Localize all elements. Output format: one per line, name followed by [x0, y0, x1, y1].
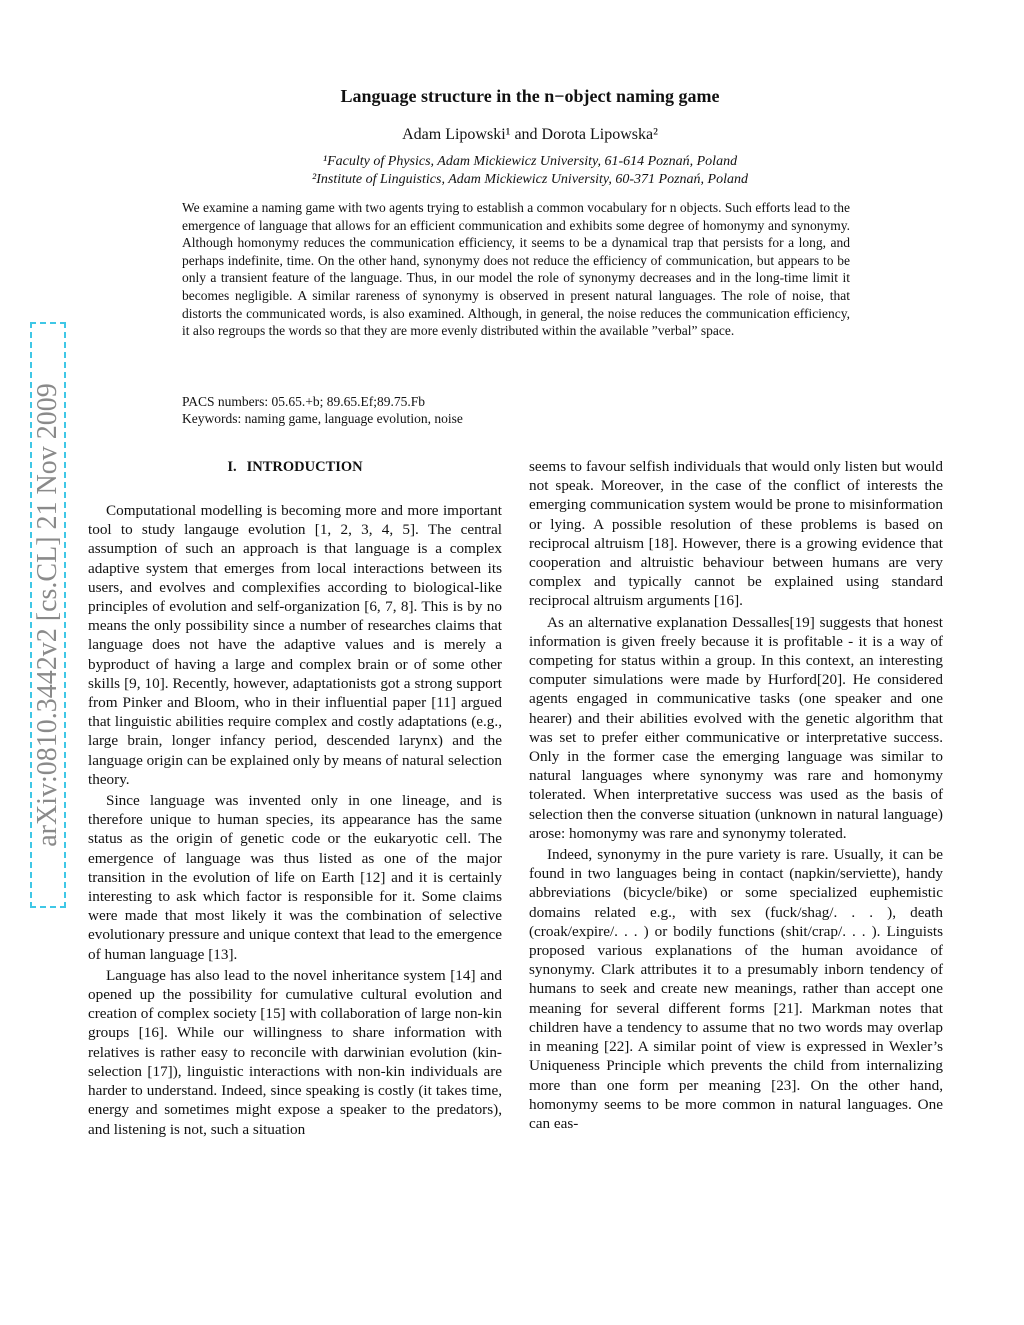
section-number: I.	[227, 459, 237, 475]
keywords: Keywords: naming game, language evolution, noise	[182, 411, 463, 426]
paragraph: Indeed, synonymy in the pure variety is rare. Usually, it can be found in two languages being in contact (napkin/serviette), handy abbreviations (bicycle/bike) or some specialized euphemistic domains related e.g., with sex (fuck/shag/. . . ), death (croak/expire/. . . ) or bodily functions (shit/crap/. . . ). Linguists proposed various explanations of the human avoidance of synonymy. Clark attributes it to a presumably inborn tendency of humans to seek and create new meanings, rather than accept one meaning for several different forms [21]. Markman notes that children have a tendency to assume that no two words may overlap in meaning [22]. A similar point of view is expressed in Wexler’s Uniqueness Principle which prevents the child from internalizing more than one form per meaning [23]. On the other hand, homonymy seems to be more common in natural languages. One can eas-	[529, 846, 943, 1132]
affiliation-2: ²Institute of Linguistics, Adam Mickiewicz University, 60-371 Poznań, Poland	[312, 172, 748, 187]
paragraph: Since language was invented only in one lineage, and is therefore unique to human species, its appearance has the same status as the origin of genetic code or the eukaryotic cell. The emergence of language was thus listed as one of the major transition in the evolution of life on Earth [12] and it is certainly interesting to ask which factor is responsible for it. Some claims were made that most likely it was the combination of selective evolutionary pressure and unique context that lead to the emergence of human language [13].	[88, 792, 502, 963]
section-heading	[88, 457, 502, 477]
paragraph: As an alternative explanation Dessalles[19] suggests that honest information is given freely because it is profitable - it is a way of competing for status within a group. In this context, an interesting computer simulations were made by Hurford[20]. He considered agents engaged in communicative tasks (one speaker and one hearer) and their abilities evolved with the genetic algorithm that was set to prefer either communicative or interpretative success. Only in the former case the emerging language was similar to natural languages where synonymy was rare and homonymy tolerated. When interpretative success was used as the basis of selection then the converse situation (unknown in natural language) arose: homonymy was rare and synonymy tolerated.	[529, 613, 943, 842]
paragraph: seems to favour selfish individuals that would only listen but would not speak. Moreover, in the case of the conflict of interests the emerging communication system would be prone to misinformation or lying. A possible resolution of these problems is based on reciprocal altruism [18]. However, there is a growing evidence that cooperation and altruistic behaviour between humans are very complex and typically cannot be explained using standard reciprocal altruism arguments [16].	[529, 458, 943, 610]
left-column	[88, 457, 502, 1141]
arxiv-id: arXiv:0810.3442v2 [cs.CL] 21 Nov 2009	[32, 383, 63, 847]
right-column	[529, 457, 943, 1135]
paragraph: Language has also lead to the novel inheritance system [14] and opened up the possibility for cumulative cultural evolution and creation of complex society [15] with collaboration of large non-kin groups [16]. While our willingness to share information with relatives is rather easy to reconcile with darwinian evolution (kin-selection [17]), linguistic interactions with non-kin individuals are harder to understand. Indeed, since speaking is costly (it takes time, energy and sometimes might expose a speaker to the predators), and listening is not, such a situation	[88, 966, 502, 1138]
pacs-numbers: PACS numbers: 05.65.+b; 89.65.Ef;89.75.Fb	[182, 394, 426, 409]
paper-authors: Adam Lipowski¹ and Dorota Lipowska²	[402, 126, 658, 143]
section-title: INTRODUCTION	[246, 459, 363, 475]
affiliation-1: ¹Faculty of Physics, Adam Mickiewicz University, 61-614 Poznań, Poland	[322, 154, 738, 169]
abstract: We examine a naming game with two agents trying to establish a common vocabulary for n objects. Such efforts lead to the emergence of language that allows for an efficient communication and exhibits some degree of homonymy and synonymy. Although homonymy reduces the communication efficiency, it seems to be a dynamical trap that persists for a long, and perhaps indefinite, time. On the other hand, synonymy does not reduce the efficiency of communication, but appears to be only a transient feature of the language. Thus, in our model the role of synonymy decreases and in the long-time limit it becomes negligible. A similar rareness of synonymy is observed in present natural languages. The role of noise, that distorts the communicated words, is also examined. Although, in general, the noise reduces the communication efficiency, it also regroups the words so that they are more evenly distributed within the available ”verbal” space.	[182, 200, 850, 339]
paragraph: Computational modelling is becoming more and more important tool to study langauge evolution [1, 2, 3, 4, 5]. The central assumption of such an approach is that language is a complex adaptive system that emerges from local interactions between its users, and evolves and complexifies according to biological-like principles of evolution and self-organization [6, 7, 8]. This is by no means the only possibility since a number of researches claims that language does not have the adaptive values and is merely a byproduct of having a large and complex brain or of some other skills [9, 10]. Recently, however, adaptationists got a strong support from Pinker and Bloom, who in their influential paper [11] argued that linguistic abilities require complex and costly adaptations (e.g., large brain, longer infancy period, descended larynx) and the language origin can be explained only by means of natural selection theory.	[88, 502, 502, 788]
arxiv-stamp	[8, 322, 68, 908]
paper-title: Language structure in the n−object naming game	[340, 86, 720, 106]
